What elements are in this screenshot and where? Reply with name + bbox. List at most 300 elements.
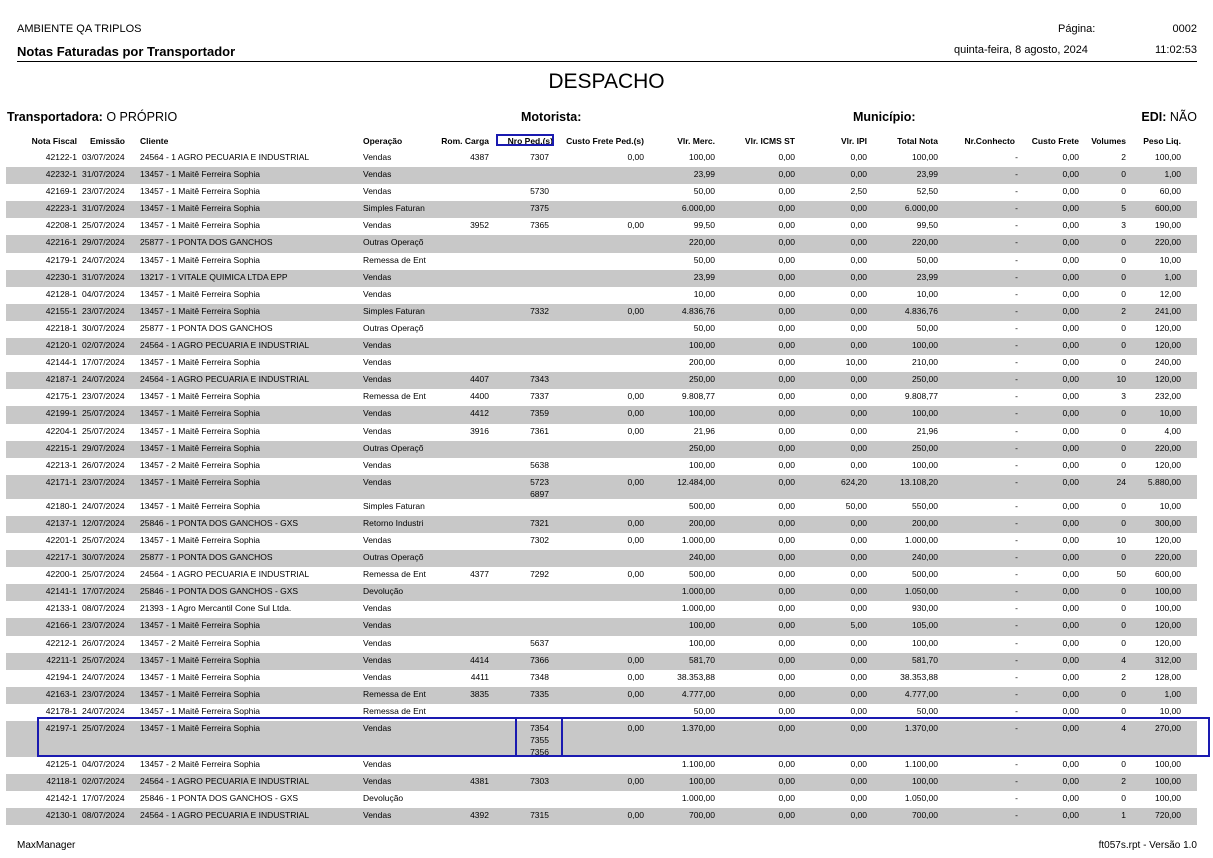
cell-custo-frete: 0,00 xyxy=(1062,169,1079,180)
cell-nota-fiscal: 42166-1 xyxy=(45,620,77,631)
cell-peso-liq: 120,00 xyxy=(1155,534,1181,545)
cell-vlr-icms-st: 0,00 xyxy=(778,459,795,470)
cell-custo-frete-ped: 0,00 xyxy=(627,152,644,162)
cell-emissao: 23/07/2024 xyxy=(82,620,125,631)
cell-emissao: 25/07/2024 xyxy=(82,220,125,231)
cell-volumes: 0 xyxy=(1121,705,1126,716)
cell-nota-fiscal: 42200-1 xyxy=(45,569,77,580)
cell-vlr-icms-st: 0,00 xyxy=(778,254,795,265)
cell-vlr-merc: 1.370,00 xyxy=(681,723,715,733)
page-label: Página: xyxy=(1058,23,1096,35)
cell-custo-frete: 0,00 xyxy=(1062,357,1079,368)
cell-peso-liq: 120,00 xyxy=(1155,340,1181,351)
cell-vlr-ipi: 624,20 xyxy=(841,476,867,487)
cell-custo-frete-ped: 0,00 xyxy=(627,425,644,436)
cell-total-nota: 240,00 xyxy=(912,552,938,563)
cell-vlr-ipi: 0,00 xyxy=(850,586,867,597)
cell-nr-conhecto: - xyxy=(1015,237,1018,248)
cell-vlr-merc: 100,00 xyxy=(689,620,715,631)
table-row xyxy=(0,184,1213,201)
cell-volumes: 0 xyxy=(1121,271,1126,282)
cell-vlr-icms-st: 0,00 xyxy=(778,637,795,648)
cell-nota-fiscal: 42171-1 xyxy=(45,476,77,487)
cell-volumes: 0 xyxy=(1121,408,1126,419)
cell-emissao: 25/07/2024 xyxy=(82,425,125,436)
cell-operacao: Vendas xyxy=(363,654,392,665)
cell-peso-liq: 4,00 xyxy=(1164,425,1181,436)
table-row xyxy=(0,321,1213,338)
cell-emissao: 23/07/2024 xyxy=(82,688,125,699)
column-header-cliente: Cliente xyxy=(140,136,169,146)
cell-vlr-icms-st: 0,00 xyxy=(778,357,795,368)
cell-vlr-icms-st: 0,00 xyxy=(778,620,795,631)
cell-custo-frete: 0,00 xyxy=(1062,391,1079,402)
cell-cliente: 13457 - 1 Maitê Ferreira Sophia xyxy=(140,500,261,511)
cell-nota-fiscal: 42212-1 xyxy=(45,637,77,648)
cell-total-nota: 50,00 xyxy=(916,705,938,716)
cell-total-nota: 100,00 xyxy=(912,776,938,787)
cell-operacao: Vendas xyxy=(363,637,392,648)
cell-custo-frete: 0,00 xyxy=(1062,637,1079,648)
cell-operacao: Vendas xyxy=(363,476,392,487)
cell-vlr-merc: 700,00 xyxy=(689,810,715,821)
cell-nota-fiscal: 42175-1 xyxy=(45,391,77,402)
cell-custo-frete: 0,00 xyxy=(1062,517,1079,528)
cell-emissao: 17/07/2024 xyxy=(82,357,125,368)
cell-custo-frete: 0,00 xyxy=(1062,186,1079,197)
cell-rom-carga: 4381 xyxy=(470,776,489,787)
cell-peso-liq: 100,00 xyxy=(1155,586,1181,597)
cell-vlr-merc: 100,00 xyxy=(689,408,715,419)
cell-vlr-ipi: 2,50 xyxy=(850,186,867,197)
order-number: 7315 xyxy=(530,810,549,821)
cell-volumes: 2 xyxy=(1121,152,1126,162)
cell-vlr-merc: 1.000,00 xyxy=(681,603,715,614)
cell-cliente: 13457 - 1 Maitê Ferreira Sophia xyxy=(140,534,261,545)
cell-vlr-icms-st: 0,00 xyxy=(778,776,795,787)
cell-nr-conhecto: - xyxy=(1015,586,1018,597)
cell-total-nota: 500,00 xyxy=(912,569,938,580)
cell-emissao: 30/07/2024 xyxy=(82,322,125,333)
cell-nro-ped xyxy=(530,671,549,683)
edi-value: NÃO xyxy=(1169,110,1197,124)
cell-operacao: Remessa de Ent xyxy=(363,391,426,402)
cell-vlr-merc: 50,00 xyxy=(693,322,715,333)
cell-cliente: 13457 - 1 Maitê Ferreira Sophia xyxy=(140,288,261,299)
cell-total-nota: 581,70 xyxy=(912,654,938,665)
cell-custo-frete: 0,00 xyxy=(1062,671,1079,682)
column-header-vlr-icms-st: Vlr. ICMS ST xyxy=(744,136,795,146)
cell-custo-frete: 0,00 xyxy=(1062,793,1079,804)
cell-vlr-ipi: 10,00 xyxy=(845,357,867,368)
cell-peso-liq: 190,00 xyxy=(1155,220,1181,231)
cell-emissao: 24/07/2024 xyxy=(82,671,125,682)
cell-custo-frete-ped: 0,00 xyxy=(627,688,644,699)
cell-vlr-merc: 12.484,00 xyxy=(677,476,715,487)
cell-nota-fiscal: 42199-1 xyxy=(45,408,77,419)
cell-vlr-icms-st: 0,00 xyxy=(778,517,795,528)
cell-volumes: 0 xyxy=(1121,793,1126,804)
cell-nr-conhecto: - xyxy=(1015,705,1018,716)
cell-nr-conhecto: - xyxy=(1015,793,1018,804)
cell-operacao: Vendas xyxy=(363,169,392,180)
cell-nro-ped xyxy=(530,185,549,197)
cell-operacao: Vendas xyxy=(363,220,392,231)
cell-volumes: 0 xyxy=(1121,637,1126,648)
column-header-vlr-ipi: Vlr. IPI xyxy=(841,136,867,146)
cell-volumes: 2 xyxy=(1121,776,1126,787)
cell-custo-frete: 0,00 xyxy=(1062,586,1079,597)
cell-peso-liq: 220,00 xyxy=(1155,442,1181,453)
cell-nr-conhecto: - xyxy=(1015,534,1018,545)
cell-nota-fiscal: 42125-1 xyxy=(45,759,77,769)
cell-custo-frete-ped: 0,00 xyxy=(627,408,644,419)
cell-total-nota: 220,00 xyxy=(912,237,938,248)
cell-total-nota: 100,00 xyxy=(912,637,938,648)
cell-nota-fiscal: 42230-1 xyxy=(45,271,77,282)
order-number: 7343 xyxy=(530,374,549,385)
cell-volumes: 0 xyxy=(1121,459,1126,470)
table-row xyxy=(0,757,1213,774)
cell-volumes: 1 xyxy=(1121,810,1126,821)
cell-vlr-icms-st: 0,00 xyxy=(778,203,795,214)
cell-nota-fiscal: 42197-1 xyxy=(45,723,77,733)
cell-rom-carga: 4387 xyxy=(470,152,489,162)
order-number: 7366 xyxy=(530,654,549,665)
cell-total-nota: 9.808,77 xyxy=(904,391,938,402)
cell-total-nota: 1.050,00 xyxy=(904,793,938,804)
cell-operacao: Devolução xyxy=(363,793,404,804)
cell-nr-conhecto: - xyxy=(1015,688,1018,699)
cell-emissao: 25/07/2024 xyxy=(82,569,125,580)
cell-volumes: 0 xyxy=(1121,586,1126,597)
cell-operacao: Outras Operaçõ xyxy=(363,237,424,248)
cell-vlr-merc: 21,96 xyxy=(693,425,715,436)
cell-cliente: 25877 - 1 PONTA DOS GANCHOS xyxy=(140,237,273,248)
cell-peso-liq: 60,00 xyxy=(1159,186,1181,197)
cell-volumes: 0 xyxy=(1121,500,1126,511)
table-row xyxy=(0,636,1213,653)
column-header-nota-fiscal: Nota Fiscal xyxy=(31,136,77,146)
cell-nr-conhecto: - xyxy=(1015,357,1018,368)
page-number: 0002 xyxy=(1172,23,1197,35)
cell-total-nota: 100,00 xyxy=(912,408,938,419)
cell-custo-frete-ped: 0,00 xyxy=(627,305,644,316)
cell-vlr-icms-st: 0,00 xyxy=(778,723,795,733)
cell-nota-fiscal: 42128-1 xyxy=(45,288,77,299)
cell-vlr-ipi: 0,00 xyxy=(850,705,867,716)
cell-custo-frete: 0,00 xyxy=(1062,152,1079,162)
table-row xyxy=(0,150,1213,167)
cell-total-nota: 100,00 xyxy=(912,340,938,351)
footer-app-name: MaxManager xyxy=(17,840,76,851)
cell-nro-ped xyxy=(530,219,549,231)
cell-operacao: Vendas xyxy=(363,408,392,419)
cell-custo-frete-ped: 0,00 xyxy=(627,654,644,665)
cell-vlr-merc: 240,00 xyxy=(689,552,715,563)
cell-volumes: 0 xyxy=(1121,322,1126,333)
cell-total-nota: 550,00 xyxy=(912,500,938,511)
cell-vlr-ipi: 0,00 xyxy=(850,637,867,648)
cell-vlr-ipi: 0,00 xyxy=(850,810,867,821)
header-divider xyxy=(17,61,1197,62)
cell-rom-carga: 4392 xyxy=(470,810,489,821)
table-row xyxy=(0,441,1213,458)
cell-peso-liq: 10,00 xyxy=(1159,705,1181,716)
cell-cliente: 13457 - 1 Maitê Ferreira Sophia xyxy=(140,620,261,631)
cell-nr-conhecto: - xyxy=(1015,391,1018,402)
cell-custo-frete: 0,00 xyxy=(1062,688,1079,699)
cell-peso-liq: 1,00 xyxy=(1164,688,1181,699)
cell-vlr-icms-st: 0,00 xyxy=(778,654,795,665)
table-row xyxy=(0,670,1213,687)
column-header-nr-conhecto: Nr.Conhecto xyxy=(964,136,1015,146)
order-number: 6897 xyxy=(530,488,549,499)
cell-nr-conhecto: - xyxy=(1015,322,1018,333)
cell-nr-conhecto: - xyxy=(1015,517,1018,528)
cell-nota-fiscal: 42208-1 xyxy=(45,220,77,231)
cell-cliente: 25846 - 1 PONTA DOS GANCHOS - GXS xyxy=(140,517,299,528)
cell-nota-fiscal: 42133-1 xyxy=(45,603,77,614)
cell-nota-fiscal: 42201-1 xyxy=(45,534,77,545)
cell-peso-liq: 120,00 xyxy=(1155,637,1181,648)
order-number: 7332 xyxy=(530,305,549,316)
cell-vlr-ipi: 0,00 xyxy=(850,288,867,299)
column-header-total-nota: Total Nota xyxy=(897,136,938,146)
cell-total-nota: 1.370,00 xyxy=(904,723,938,733)
order-number: 7348 xyxy=(530,671,549,682)
cell-cliente: 13457 - 1 Maitê Ferreira Sophia xyxy=(140,203,261,214)
cell-vlr-ipi: 0,00 xyxy=(850,534,867,545)
cell-cliente: 13457 - 1 Maitê Ferreira Sophia xyxy=(140,186,261,197)
cell-nro-ped xyxy=(530,459,549,471)
cell-custo-frete: 0,00 xyxy=(1062,500,1079,511)
cell-nr-conhecto: - xyxy=(1015,340,1018,351)
cell-peso-liq: 10,00 xyxy=(1159,500,1181,511)
order-number: 7292 xyxy=(530,569,549,580)
cell-vlr-merc: 50,00 xyxy=(693,254,715,265)
cell-vlr-icms-st: 0,00 xyxy=(778,569,795,580)
cell-custo-frete: 0,00 xyxy=(1062,723,1079,733)
cell-nro-ped xyxy=(530,202,549,214)
cell-peso-liq: 300,00 xyxy=(1155,517,1181,528)
cell-cliente: 24564 - 1 AGRO PECUARIA E INDUSTRIAL xyxy=(140,776,310,787)
cell-peso-liq: 220,00 xyxy=(1155,552,1181,563)
cell-nr-conhecto: - xyxy=(1015,552,1018,563)
cell-peso-liq: 10,00 xyxy=(1159,408,1181,419)
cell-vlr-merc: 4.777,00 xyxy=(681,688,715,699)
cell-nota-fiscal: 42194-1 xyxy=(45,671,77,682)
cell-vlr-icms-st: 0,00 xyxy=(778,305,795,316)
cell-peso-liq: 120,00 xyxy=(1155,374,1181,385)
cell-nota-fiscal: 42169-1 xyxy=(45,186,77,197)
cell-peso-liq: 270,00 xyxy=(1155,723,1181,733)
order-number: 7375 xyxy=(530,203,549,214)
cell-custo-frete: 0,00 xyxy=(1062,203,1079,214)
cell-rom-carga: 4400 xyxy=(470,391,489,402)
table-row xyxy=(0,618,1213,635)
cell-total-nota: 21,96 xyxy=(916,425,938,436)
cell-nr-conhecto: - xyxy=(1015,169,1018,180)
cell-operacao: Vendas xyxy=(363,723,392,733)
cell-operacao: Outras Operaçõ xyxy=(363,552,424,563)
cell-nr-conhecto: - xyxy=(1015,476,1018,487)
cell-custo-frete-ped: 0,00 xyxy=(627,671,644,682)
motorista-label: Motorista: xyxy=(521,110,582,124)
table-row xyxy=(0,499,1213,516)
cell-nota-fiscal: 42142-1 xyxy=(45,793,77,804)
cell-nota-fiscal: 42180-1 xyxy=(45,500,77,511)
cell-vlr-merc: 23,99 xyxy=(693,169,715,180)
cell-vlr-ipi: 0,00 xyxy=(850,340,867,351)
cell-emissao: 23/07/2024 xyxy=(82,186,125,197)
cell-nro-ped xyxy=(530,476,549,500)
cell-vlr-ipi: 0,00 xyxy=(850,688,867,699)
cell-emissao: 31/07/2024 xyxy=(82,203,125,214)
cell-vlr-merc: 250,00 xyxy=(689,442,715,453)
cell-operacao: Vendas xyxy=(363,603,392,614)
cell-operacao: Vendas xyxy=(363,459,392,470)
cell-nota-fiscal: 42216-1 xyxy=(45,237,77,248)
cell-vlr-ipi: 0,00 xyxy=(850,220,867,231)
cell-operacao: Vendas xyxy=(363,776,392,787)
cell-vlr-merc: 200,00 xyxy=(689,517,715,528)
order-number: 7335 xyxy=(530,688,549,699)
table-header xyxy=(0,136,1213,148)
order-number: 7365 xyxy=(530,220,549,231)
cell-vlr-merc: 1.000,00 xyxy=(681,534,715,545)
cell-custo-frete: 0,00 xyxy=(1062,552,1079,563)
cell-vlr-merc: 500,00 xyxy=(689,569,715,580)
cell-vlr-ipi: 0,00 xyxy=(850,552,867,563)
cell-vlr-merc: 500,00 xyxy=(689,500,715,511)
cell-nota-fiscal: 42187-1 xyxy=(45,374,77,385)
cell-vlr-merc: 99,50 xyxy=(693,220,715,231)
edi-label: EDI: xyxy=(1141,110,1167,124)
cell-nota-fiscal: 42211-1 xyxy=(46,654,77,665)
cell-vlr-ipi: 0,00 xyxy=(850,671,867,682)
table-row xyxy=(0,533,1213,550)
cell-emissao: 17/07/2024 xyxy=(82,586,125,597)
cell-cliente: 13457 - 1 Maitê Ferreira Sophia xyxy=(140,220,261,231)
cell-nr-conhecto: - xyxy=(1015,671,1018,682)
cell-vlr-merc: 38.353,88 xyxy=(677,671,715,682)
cell-nota-fiscal: 42118-1 xyxy=(46,776,77,787)
cell-nota-fiscal: 42232-1 xyxy=(45,169,77,180)
cell-emissao: 04/07/2024 xyxy=(82,759,125,769)
cell-operacao: Vendas xyxy=(363,374,392,385)
cell-peso-liq: 1,00 xyxy=(1164,271,1181,282)
cell-nro-ped xyxy=(530,373,549,385)
cell-cliente: 13217 - 1 VITALE QUIMICA LTDA EPP xyxy=(140,271,288,282)
order-number: 5723 xyxy=(530,476,549,487)
cell-rom-carga: 4412 xyxy=(470,408,489,419)
cell-nro-ped xyxy=(530,407,549,419)
cell-custo-frete: 0,00 xyxy=(1062,534,1079,545)
column-header-operacao: Operação xyxy=(363,136,403,146)
cell-custo-frete-ped: 0,00 xyxy=(627,220,644,231)
cell-custo-frete-ped: 0,00 xyxy=(627,534,644,545)
table-row xyxy=(0,287,1213,304)
cell-nro-ped xyxy=(530,654,549,666)
cell-rom-carga: 3916 xyxy=(470,425,489,436)
table-row xyxy=(0,791,1213,808)
municipio-label: Município: xyxy=(853,110,916,124)
cell-operacao: Devolução xyxy=(363,586,404,597)
table-row xyxy=(0,584,1213,601)
cell-vlr-ipi: 50,00 xyxy=(845,500,867,511)
cell-emissao: 23/07/2024 xyxy=(82,476,125,487)
cell-cliente: 13457 - 1 Maitê Ferreira Sophia xyxy=(140,671,261,682)
cell-volumes: 2 xyxy=(1121,671,1126,682)
order-number: 7354 xyxy=(530,723,549,733)
cell-vlr-ipi: 0,00 xyxy=(850,776,867,787)
order-number: 5637 xyxy=(530,637,549,648)
table-row xyxy=(0,424,1213,441)
cell-custo-frete: 0,00 xyxy=(1062,425,1079,436)
cell-nro-ped xyxy=(530,775,549,787)
cell-custo-frete: 0,00 xyxy=(1062,322,1079,333)
cell-vlr-merc: 50,00 xyxy=(693,186,715,197)
cell-vlr-icms-st: 0,00 xyxy=(778,340,795,351)
table-row xyxy=(0,774,1213,791)
cell-operacao: Vendas xyxy=(363,152,392,162)
column-header-custo-frete-ped: Custo Frete Ped.(s) xyxy=(566,136,644,146)
cell-vlr-icms-st: 0,00 xyxy=(778,442,795,453)
cell-vlr-icms-st: 0,00 xyxy=(778,186,795,197)
column-header-custo-frete: Custo Frete xyxy=(1031,136,1079,146)
cell-total-nota: 99,50 xyxy=(916,220,938,231)
report-date: quinta-feira, 8 agosto, 2024 xyxy=(954,44,1088,56)
cell-nr-conhecto: - xyxy=(1015,603,1018,614)
cell-vlr-ipi: 0,00 xyxy=(850,203,867,214)
cell-volumes: 0 xyxy=(1121,517,1126,528)
cell-rom-carga: 4411 xyxy=(470,671,489,682)
cell-total-nota: 250,00 xyxy=(912,442,938,453)
cell-nr-conhecto: - xyxy=(1015,203,1018,214)
cell-vlr-icms-st: 0,00 xyxy=(778,603,795,614)
cell-vlr-icms-st: 0,00 xyxy=(778,586,795,597)
cell-volumes: 0 xyxy=(1121,186,1126,197)
cell-total-nota: 52,50 xyxy=(916,186,938,197)
cell-vlr-ipi: 0,00 xyxy=(850,169,867,180)
cell-volumes: 10 xyxy=(1116,374,1126,385)
cell-nr-conhecto: - xyxy=(1015,220,1018,231)
cell-vlr-ipi: 0,00 xyxy=(850,517,867,528)
cell-nota-fiscal: 42122-1 xyxy=(45,152,77,162)
cell-cliente: 13457 - 1 Maitê Ferreira Sophia xyxy=(140,476,261,487)
cell-nro-ped xyxy=(530,390,549,402)
cell-cliente: 13457 - 1 Maitê Ferreira Sophia xyxy=(140,408,261,419)
table-row xyxy=(0,808,1213,825)
cell-emissao: 02/07/2024 xyxy=(82,340,125,351)
cell-vlr-merc: 50,00 xyxy=(693,705,715,716)
cell-operacao: Vendas xyxy=(363,186,392,197)
cell-emissao: 25/07/2024 xyxy=(82,534,125,545)
cell-vlr-merc: 4.836,76 xyxy=(681,305,715,316)
transportadora-info xyxy=(7,110,177,124)
cell-vlr-icms-st: 0,00 xyxy=(778,152,795,162)
table-row xyxy=(0,201,1213,218)
cell-rom-carga: 3835 xyxy=(470,688,489,699)
cell-total-nota: 930,00 xyxy=(912,603,938,614)
cell-peso-liq: 100,00 xyxy=(1155,776,1181,787)
cell-nr-conhecto: - xyxy=(1015,288,1018,299)
cell-rom-carga: 4407 xyxy=(470,374,489,385)
section-title: DESPACHO xyxy=(548,70,665,93)
cell-peso-liq: 240,00 xyxy=(1155,357,1181,368)
cell-volumes: 3 xyxy=(1121,220,1126,231)
